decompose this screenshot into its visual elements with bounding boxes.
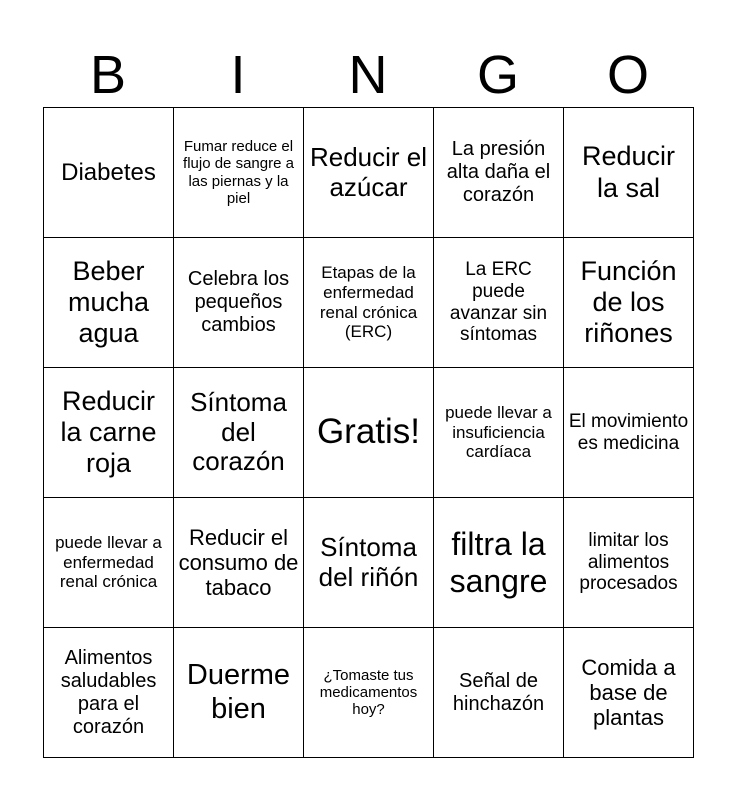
bingo-cell[interactable]: Diabetes	[44, 108, 174, 238]
header-letter-i: I	[230, 45, 246, 105]
header-letter-o: O	[606, 45, 649, 105]
bingo-card	[43, 107, 694, 758]
bingo-cell[interactable]: Alimentos saludables para el corazón	[44, 628, 174, 758]
bingo-cell[interactable]: Señal de hinchazón	[434, 628, 564, 758]
bingo-row	[44, 368, 694, 498]
bingo-cell[interactable]: Reducir la sal	[564, 108, 694, 238]
bingo-cell[interactable]: Síntoma del riñón	[304, 498, 434, 628]
bingo-row	[44, 498, 694, 628]
bingo-cell[interactable]: Reducir la carne roja	[44, 368, 174, 498]
bingo-cell[interactable]: filtra la sangre	[434, 498, 564, 628]
free-space-cell[interactable]: Gratis!	[304, 368, 434, 498]
bingo-cell[interactable]: Comida a base de plantas	[564, 628, 694, 758]
header-letter-n: N	[348, 45, 388, 105]
bingo-row	[44, 108, 694, 238]
bingo-cell[interactable]: Reducir el azúcar	[304, 108, 434, 238]
bingo-cell[interactable]: La presión alta daña el corazón	[434, 108, 564, 238]
header-letter-b: B	[89, 45, 127, 105]
bingo-row	[44, 238, 694, 368]
bingo-header	[43, 42, 693, 108]
bingo-cell[interactable]: El movimiento es medicina	[564, 368, 694, 498]
bingo-cell[interactable]: Beber mucha agua	[44, 238, 174, 368]
header-letter-g: G	[476, 45, 519, 105]
bingo-cell[interactable]: limitar los alimentos procesados	[564, 498, 694, 628]
bingo-cell[interactable]: puede llevar a enfermedad renal crónica	[44, 498, 174, 628]
bingo-cell[interactable]: Etapas de la enfermedad renal crónica (ERC)	[304, 238, 434, 368]
bingo-cell[interactable]: Fumar reduce el flujo de sangre a las piernas y la piel	[174, 108, 304, 238]
bingo-cell[interactable]: ¿Tomaste tus medicamentos hoy?	[304, 628, 434, 758]
bingo-row	[44, 628, 694, 758]
bingo-cell[interactable]: Celebra los pequeños cambios	[174, 238, 304, 368]
bingo-cell[interactable]: Función de los riñones	[564, 238, 694, 368]
bingo-cell[interactable]: La ERC puede avanzar sin síntomas	[434, 238, 564, 368]
bingo-cell[interactable]: Reducir el consumo de tabaco	[174, 498, 304, 628]
bingo-cell[interactable]: Duerme bien	[174, 628, 304, 758]
bingo-cell[interactable]: puede llevar a insuficiencia cardíaca	[434, 368, 564, 498]
bingo-cell[interactable]: Síntoma del corazón	[174, 368, 304, 498]
